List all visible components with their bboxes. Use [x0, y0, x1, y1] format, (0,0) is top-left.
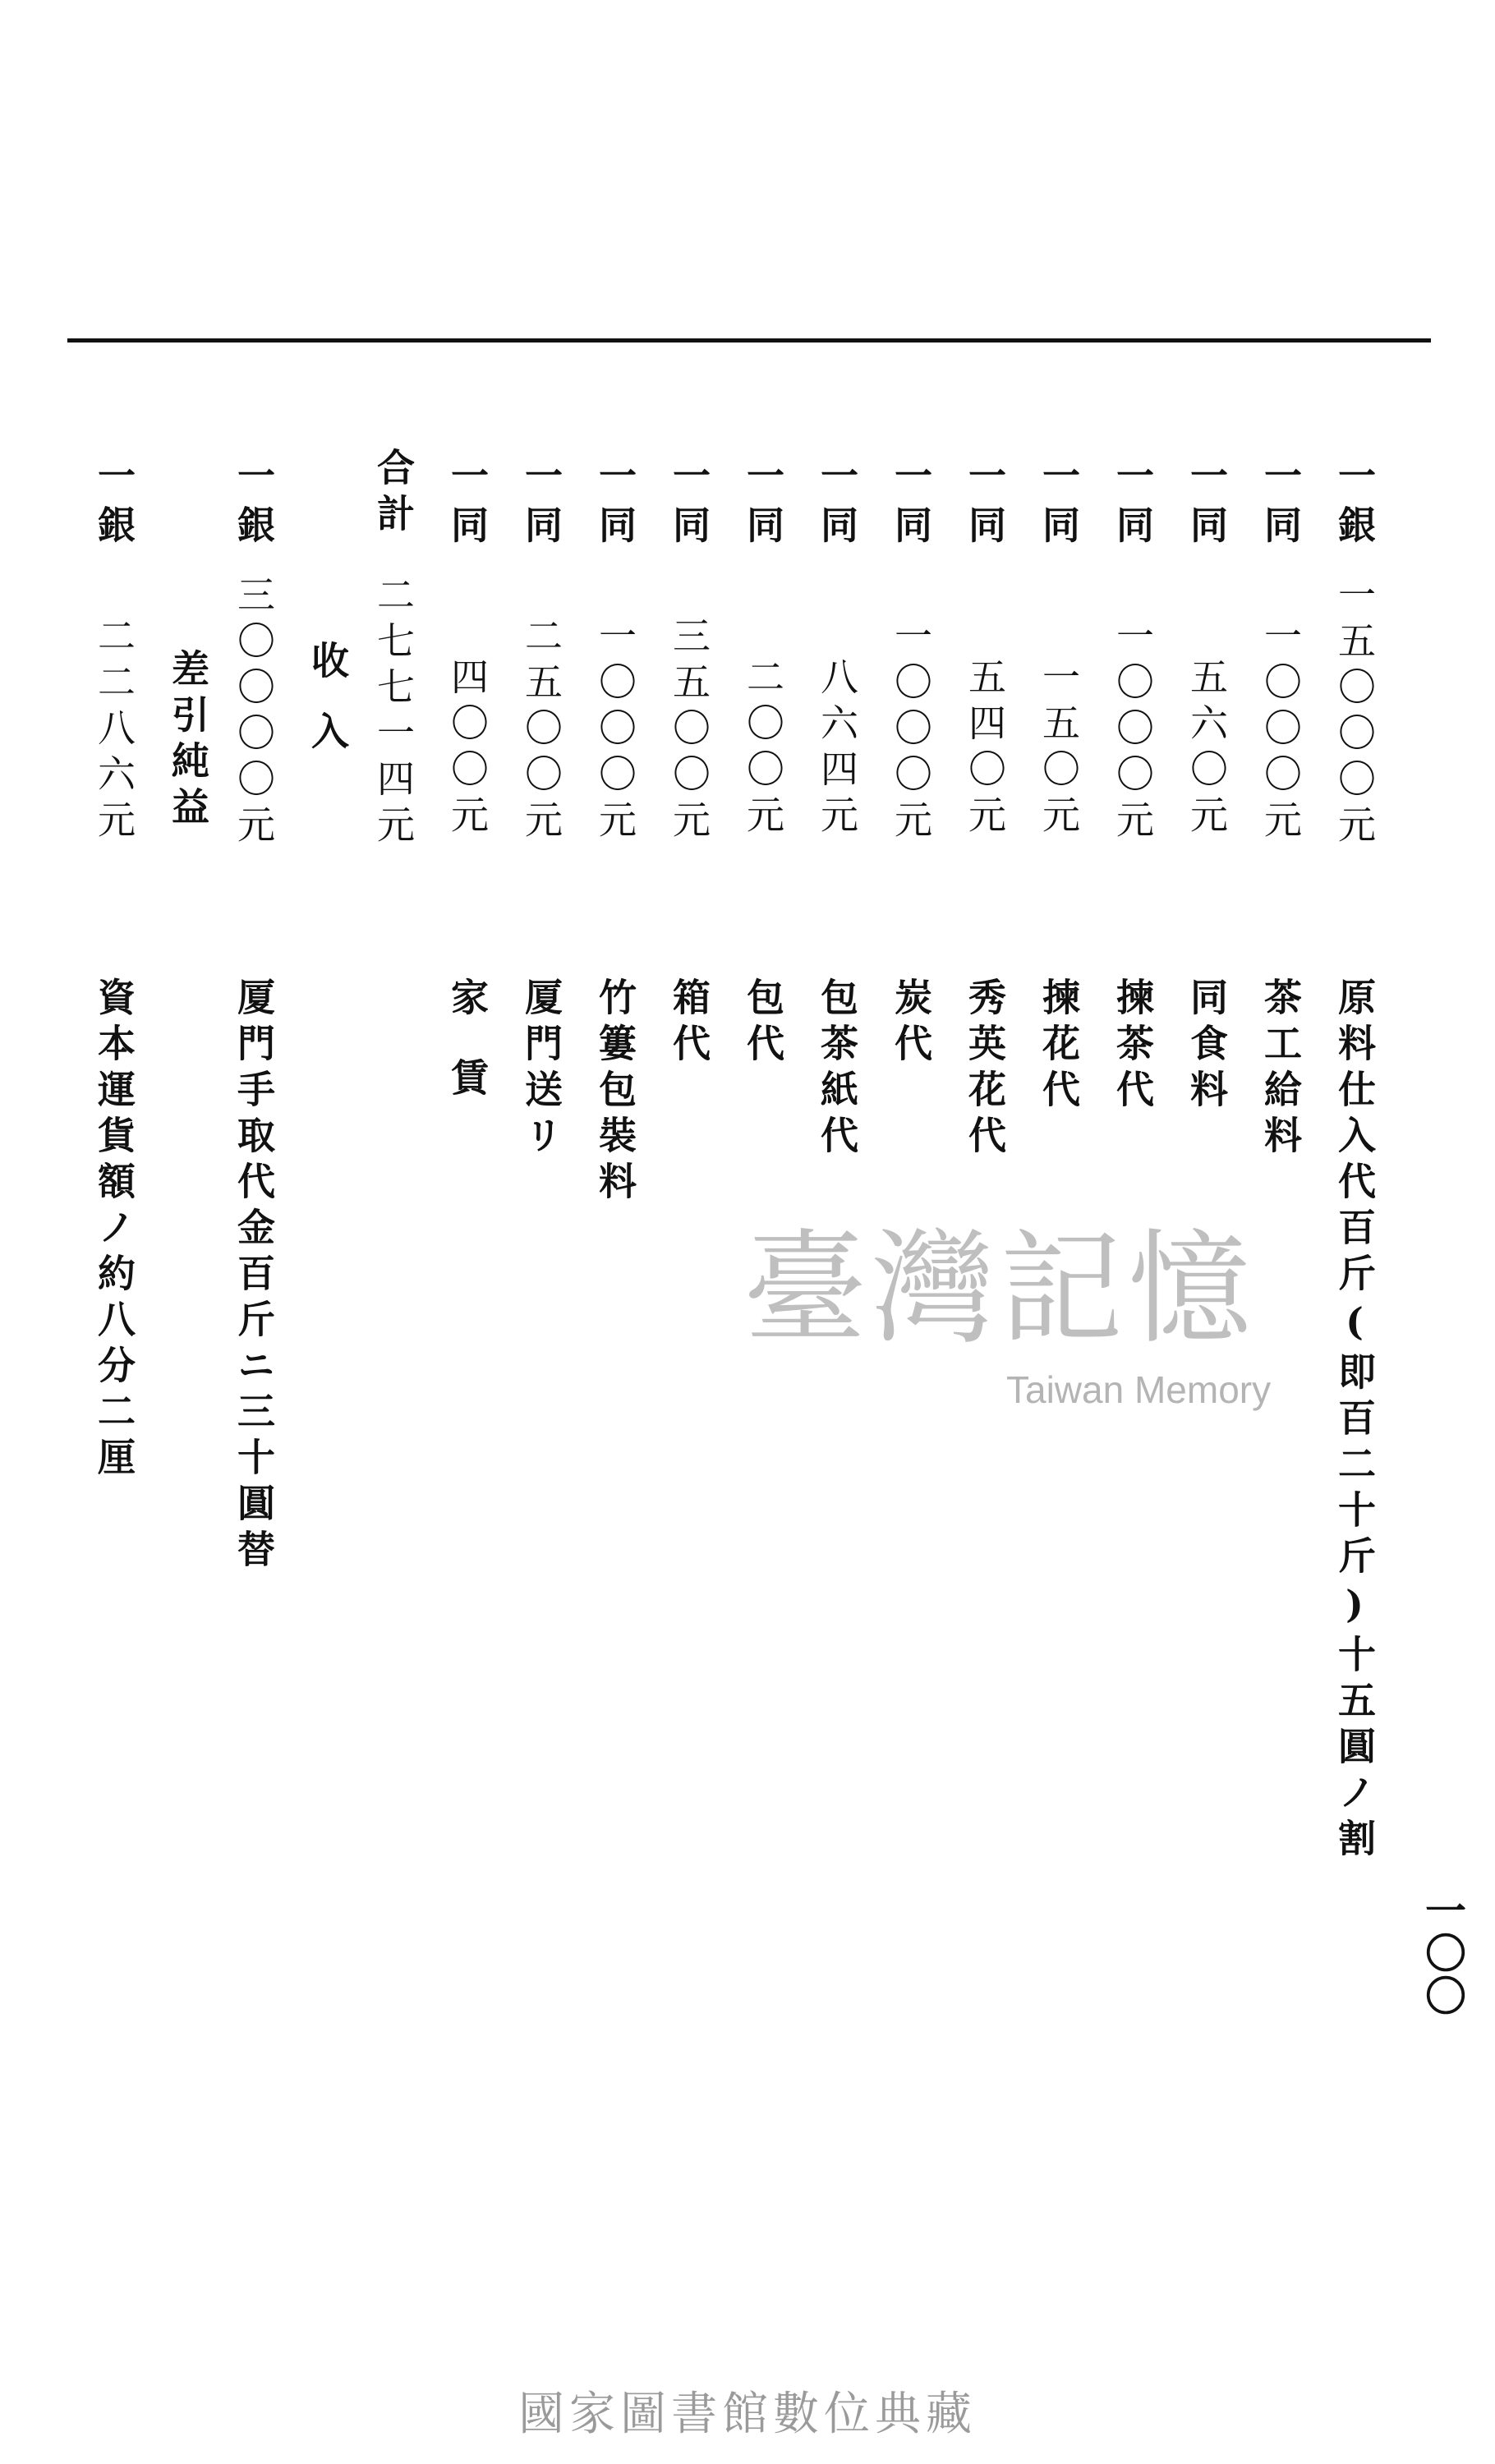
row-desc: 竹簍包裝料 — [593, 977, 637, 1207]
taiwan-memory-watermark — [743, 1218, 1286, 1441]
row-label: 同 — [815, 505, 859, 551]
row-lead: 一 — [889, 456, 933, 502]
row-lead: 一 — [667, 456, 711, 502]
row-label: 同 — [889, 505, 933, 551]
row-label: 同 — [593, 505, 637, 551]
row-desc: 厦門送リ — [519, 977, 564, 1161]
net-label: 銀 — [92, 505, 136, 551]
row-desc: 包代 — [741, 977, 785, 1069]
row-label: 同 — [667, 505, 711, 551]
row-desc: 炭代 — [889, 977, 933, 1069]
row-amount: 二五〇〇元 — [519, 616, 564, 846]
row-amount: 四〇〇元 — [445, 657, 490, 841]
row-lead: 一 — [519, 456, 564, 502]
income-heading: 收入 — [306, 641, 350, 782]
row-label: 同 — [963, 505, 1007, 551]
row-lead: 一 — [1184, 456, 1229, 502]
row-desc: 原料仕入代百斤(即百二十斤)十五圓ノ割 — [1332, 977, 1377, 1864]
row-amount: 一五〇元 — [1037, 657, 1081, 841]
total-amount: 二七七一四元 — [371, 575, 416, 851]
total-label: 合計 — [371, 448, 416, 540]
row-desc: 箱代 — [667, 977, 711, 1069]
income-lead: 一 — [232, 456, 276, 502]
row-label: 同 — [519, 505, 564, 551]
row-label: 同 — [1184, 505, 1229, 551]
row-label: 同 — [1037, 505, 1081, 551]
row-lead: 一 — [593, 456, 637, 502]
row-desc: 揀茶代 — [1111, 977, 1155, 1115]
row-label: 同 — [1258, 505, 1303, 551]
row-desc: 揀花代 — [1037, 977, 1081, 1115]
row-lead: 一 — [445, 456, 490, 502]
net-amount: 二二八六元 — [92, 616, 136, 846]
row-amount: 一五〇〇〇元 — [1332, 575, 1377, 851]
row-desc: 秀英花代 — [963, 977, 1007, 1161]
row-label: 同 — [741, 505, 785, 551]
row-label: 同 — [1111, 505, 1155, 551]
row-amount: 一〇〇〇元 — [1258, 616, 1303, 846]
net-profit-heading: 差引純益 — [166, 649, 210, 833]
row-lead: 一 — [741, 456, 785, 502]
library-footer: 國家圖書館數位典藏 — [518, 2388, 977, 2441]
row-desc: 茶工給料 — [1258, 977, 1303, 1161]
row-desc: 同食料 — [1184, 977, 1229, 1115]
row-amount: 五六〇元 — [1184, 657, 1229, 841]
row-lead: 一 — [815, 456, 859, 502]
row-lead: 一 — [1111, 456, 1155, 502]
row-desc: 家賃 — [445, 977, 490, 1138]
row-lead: 一 — [1332, 456, 1377, 502]
row-label: 同 — [445, 505, 490, 551]
row-amount: 五四〇元 — [963, 657, 1007, 841]
net-lead: 一 — [92, 456, 136, 502]
row-amount: 一〇〇〇元 — [593, 616, 637, 846]
row-lead: 一 — [1037, 456, 1081, 502]
income-desc: 厦門手取代金百斤ニ三十圓替 — [232, 977, 276, 1575]
row-desc: 包茶紙代 — [815, 977, 859, 1161]
income-label: 銀 — [232, 505, 276, 551]
row-amount: 一〇〇〇元 — [1111, 616, 1155, 846]
row-label: 銀 — [1332, 505, 1377, 551]
page-number: 一〇〇 — [1419, 1889, 1467, 2017]
watermark-chars: 臺灣記憶 — [743, 1218, 1257, 1361]
row-amount: 二〇〇元 — [741, 657, 785, 841]
income-amount: 三〇〇〇〇元 — [232, 575, 276, 851]
row-lead: 一 — [1258, 456, 1303, 502]
row-lead: 一 — [963, 456, 1007, 502]
row-amount: 三五〇〇元 — [667, 616, 711, 846]
watermark-english: Taiwan Memory — [1006, 1368, 1272, 1411]
row-amount: 八六四元 — [815, 657, 859, 841]
net-desc: 資本運貨額ノ約八分二厘 — [92, 977, 136, 1483]
top-rule — [67, 338, 1431, 342]
row-amount: 一〇〇〇元 — [889, 616, 933, 846]
